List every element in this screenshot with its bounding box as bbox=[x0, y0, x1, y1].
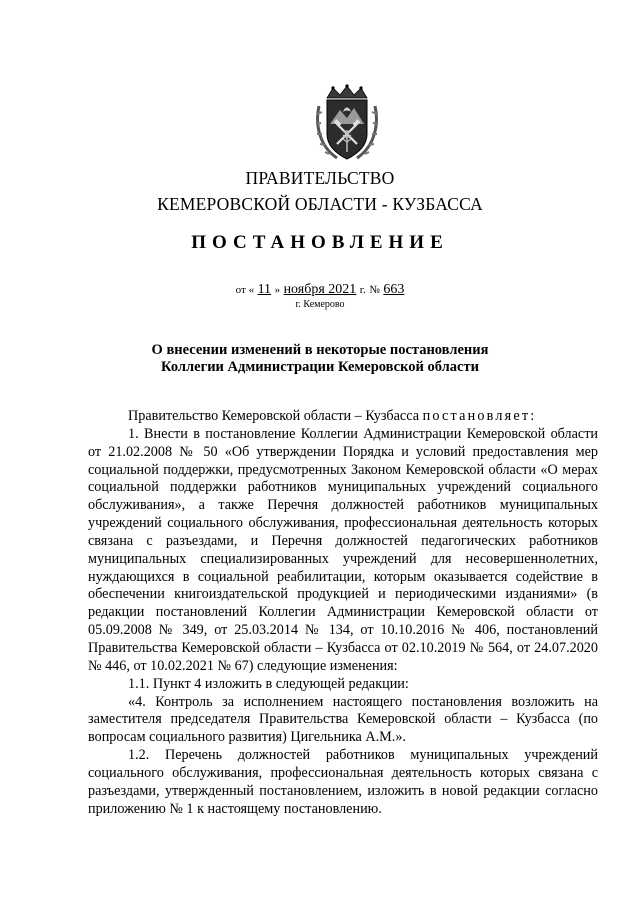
paragraph-1-1-quote: «4. Контроль за исполнением настоящего постановления возложить на заместителя председателя Правительства Кемеровской области – Кузбасса (по вопросам социального развития) Цигельника А.М.». bbox=[88, 693, 598, 746]
date-number-line bbox=[0, 282, 640, 298]
paragraph-1-2: 1.2. Перечень должностей работников муниципальных учреждений социального обслуживания, профессиональная деятельность которых связана с разъездами, утвержденный постановлением, изложить в новой редакции согласно приложению № 1 к настоящему постановлению. bbox=[88, 747, 598, 817]
document-subject bbox=[0, 342, 640, 376]
date-close-quote: » bbox=[274, 284, 281, 296]
date-month-year: ноября 2021 bbox=[283, 282, 357, 297]
paragraph-1-1: 1.1. Пункт 4 изложить в следующей редакции: bbox=[128, 675, 409, 692]
paragraph-1: 1. Внести в постановление Коллегии Администрации Кемеровской области от 21.02.2008 № 50 «Об утверждении Порядка и условий предоставления мер социальной поддержки, предусмотренных Законом Кемеровской области «О мерах социальной поддержки работников муниципальных учреждений социального обслуживания», а также Перечня должностей работников муниципальных учреждений социального обслуживания, профессиональная деятельность которых связана с разъездами, и Перечня должностей педагогических работников муниципальных специализированных учреждений для несовершеннолетних, нуждающихся в социальной реабилитации, которым оказывается содействие в обеспечении книгоиздательской продукцией и периодическими изданиями» (в редакции постановлений Коллегии Администрации Кемеровской области от 05.09.2008 № 349, от 25.03.2014 № 134, от 10.10.2016 № 406, постановлений Правительства Кемеровской области – Кузбасса от 02.10.2019 № 564, от 24.07.2020 № 446, от 10.02.2021 № 67) следующие изменения: bbox=[88, 425, 598, 674]
city-label: г. Кемерово bbox=[295, 299, 345, 310]
government-name-line1: ПРАВИТЕЛЬСТВО bbox=[245, 168, 395, 188]
date-from-label: от « bbox=[235, 284, 255, 296]
intro-paragraph bbox=[88, 408, 598, 426]
subject-line2: Коллегии Администрации Кемеровской области bbox=[161, 359, 479, 375]
document-type-title: ПОСТАНОВЛЕНИЕ bbox=[191, 232, 449, 253]
subject-line1: О внесении изменений в некоторые постановления bbox=[151, 342, 489, 358]
decree-word: постановляет: bbox=[422, 408, 537, 424]
intro-text: Правительство Кемеровской области – Кузбасса bbox=[128, 408, 423, 424]
document-body bbox=[88, 408, 598, 818]
date-year-abbr: г. bbox=[359, 284, 366, 296]
number-sign: № bbox=[369, 284, 380, 296]
kuzbass-coat-of-arms-icon bbox=[313, 84, 381, 164]
date-day: 11 bbox=[257, 282, 272, 297]
document-number: 663 bbox=[383, 282, 405, 297]
government-name-line2: КЕМЕРОВСКОЙ ОБЛАСТИ - КУЗБАССА bbox=[157, 194, 483, 214]
